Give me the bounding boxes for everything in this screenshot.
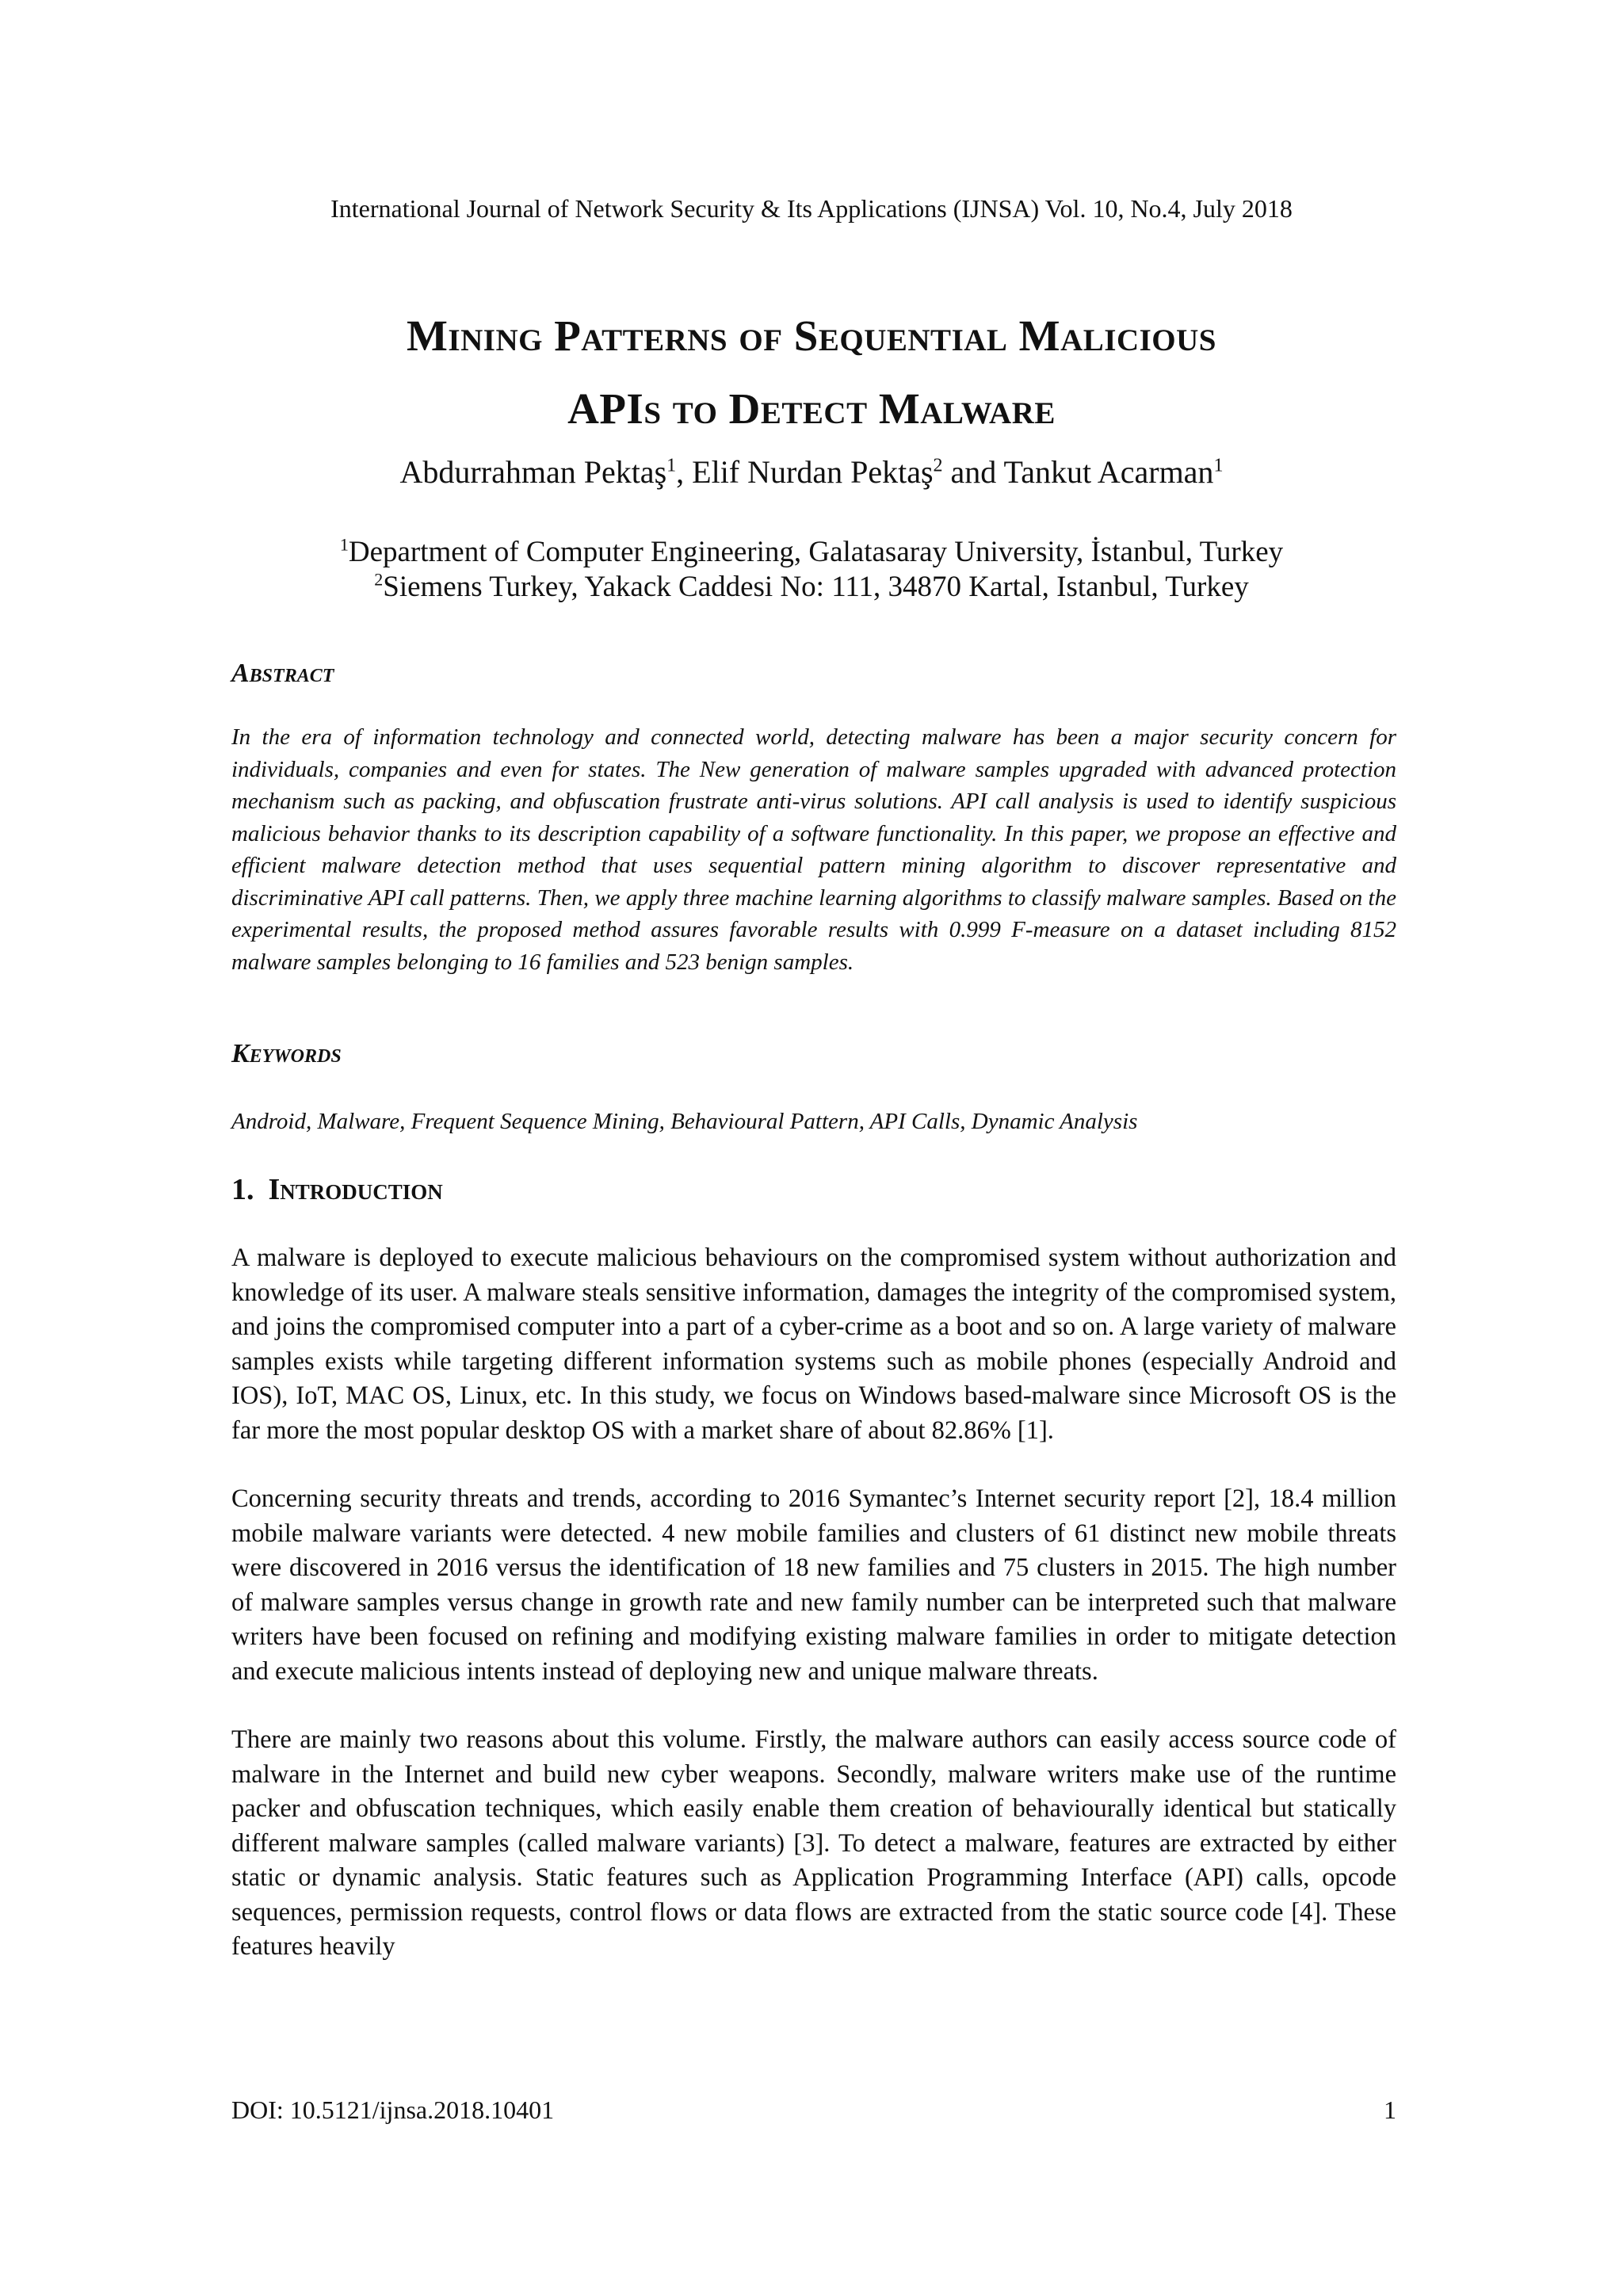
introduction-body <box>231 1241 1396 1999</box>
author-separator: , <box>676 454 693 490</box>
affil-text: Department of Computer Engineering, Galatasaray University, İstanbul, Turkey <box>348 536 1284 568</box>
author-affil-mark: 1 <box>666 455 677 476</box>
section-heading-introduction <box>231 1171 443 1208</box>
title-line-2: APIs to Detect Malware <box>567 384 1056 433</box>
affiliation-1 <box>0 535 1623 570</box>
paper-title <box>0 300 1623 445</box>
abstract-heading: Abstract <box>231 659 334 688</box>
affil-mark: 1 <box>339 534 349 555</box>
author-affil-mark: 1 <box>1213 455 1224 476</box>
abstract-body: In the era of information technology and connected world, detecting malware has been a major security concern for individuals, companies and even for states. The New generation of malware samples upgraded with advanced protection mechanism such as packing, and obfuscation frustrate anti-virus solutions. API call analysis is used to identify suspicious malicious behavior thanks to its description capability of a software functionality. In this paper, we propose an effective and efficient malware detection method that uses sequential pattern mining algorithm to discover representative and discriminative API call patterns. Then, we apply three machine learning algorithms to classify malware samples. Based on the experimental results, the proposed method assures favorable results with 0.999 F-measure on a dataset including 8152 malware samples belonging to 16 families and 523 benign samples. <box>231 724 1396 975</box>
author-list <box>0 452 1623 493</box>
title-line-1: Mining Patterns of Sequential Malicious <box>407 311 1216 360</box>
author-separator: and <box>942 454 1004 490</box>
section-number: 1. <box>231 1173 254 1206</box>
author-name: Elif Nurdan Pektaş <box>692 454 934 490</box>
paragraph: A malware is deployed to execute malicious behaviours on the compromised system without authorization and knowledge of its user. A malware steals sensitive information, damages the integrity of the compromised system, and joins the compromised computer into a part of a cyber-crime as a boot and so on. A large variety of malware samples exists while targeting different information systems such as mobile phones (especially Android and IOS), IoT, MAC OS, Linux, etc. In this study, we focus on Windows based-malware since Microsoft OS is the far more the most popular desktop OS with a market share of about 82.86% [1]. <box>231 1244 1396 1445</box>
affil-mark: 2 <box>374 569 384 590</box>
affiliation-2 <box>0 570 1623 605</box>
keywords-heading: Keywords <box>231 1039 342 1068</box>
journal-header: International Journal of Network Security & Its Applications (IJNSA) Vol. 10, No.4, July 2018 <box>330 194 1293 223</box>
keywords-body: Android, Malware, Frequent Sequence Mining, Behavioural Pattern, API Calls, Dynamic Analysis <box>231 1109 1138 1134</box>
section-title: Introduction <box>268 1173 443 1206</box>
paragraph: There are mainly two reasons about this volume. Firstly, the malware authors can easily access source code of malware in the Internet and build new cyber weapons. Secondly, malware writers make use of the runtime packer and obfuscation techniques, which easily enable them creation of behaviourally identical but statically different malware samples (called malware variants) [3]. To detect a malware, features are extracted by either static or dynamic analysis. Static features such as Application Programming Interface (API) calls, opcode sequences, permission requests, control flows or data flows are extracted from the static source code [4]. These features heavily <box>231 1725 1396 1961</box>
author-name: Abdurrahman Pektaş <box>399 454 667 490</box>
author-affil-mark: 2 <box>933 455 943 476</box>
paragraph: Concerning security threats and trends, according to 2016 Symantec’s Internet security report [2], 18.4 million mobile malware variants were detected. 4 new mobile families and clusters of 61 distinct new mobile threats were discovered in 2016 versus the identification of 18 new families and 75 clusters in 2015. The high number of malware samples versus change in growth rate and new family number can be interpreted such that malware writers have been focused on refining and modifying existing malware families in order to mitigate detection and execute malicious intents instead of deploying new and unique malware threats. <box>231 1484 1396 1686</box>
affiliations <box>0 535 1623 605</box>
author-name: Tankut Acarman <box>1003 454 1214 490</box>
page-number: 1 <box>1384 2095 1396 2124</box>
footer-doi: DOI: 10.5121/ijnsa.2018.10401 <box>231 2095 555 2124</box>
affil-text: Siemens Turkey, Yakack Caddesi No: 111, 34870 Kartal, Istanbul, Turkey <box>383 571 1249 603</box>
